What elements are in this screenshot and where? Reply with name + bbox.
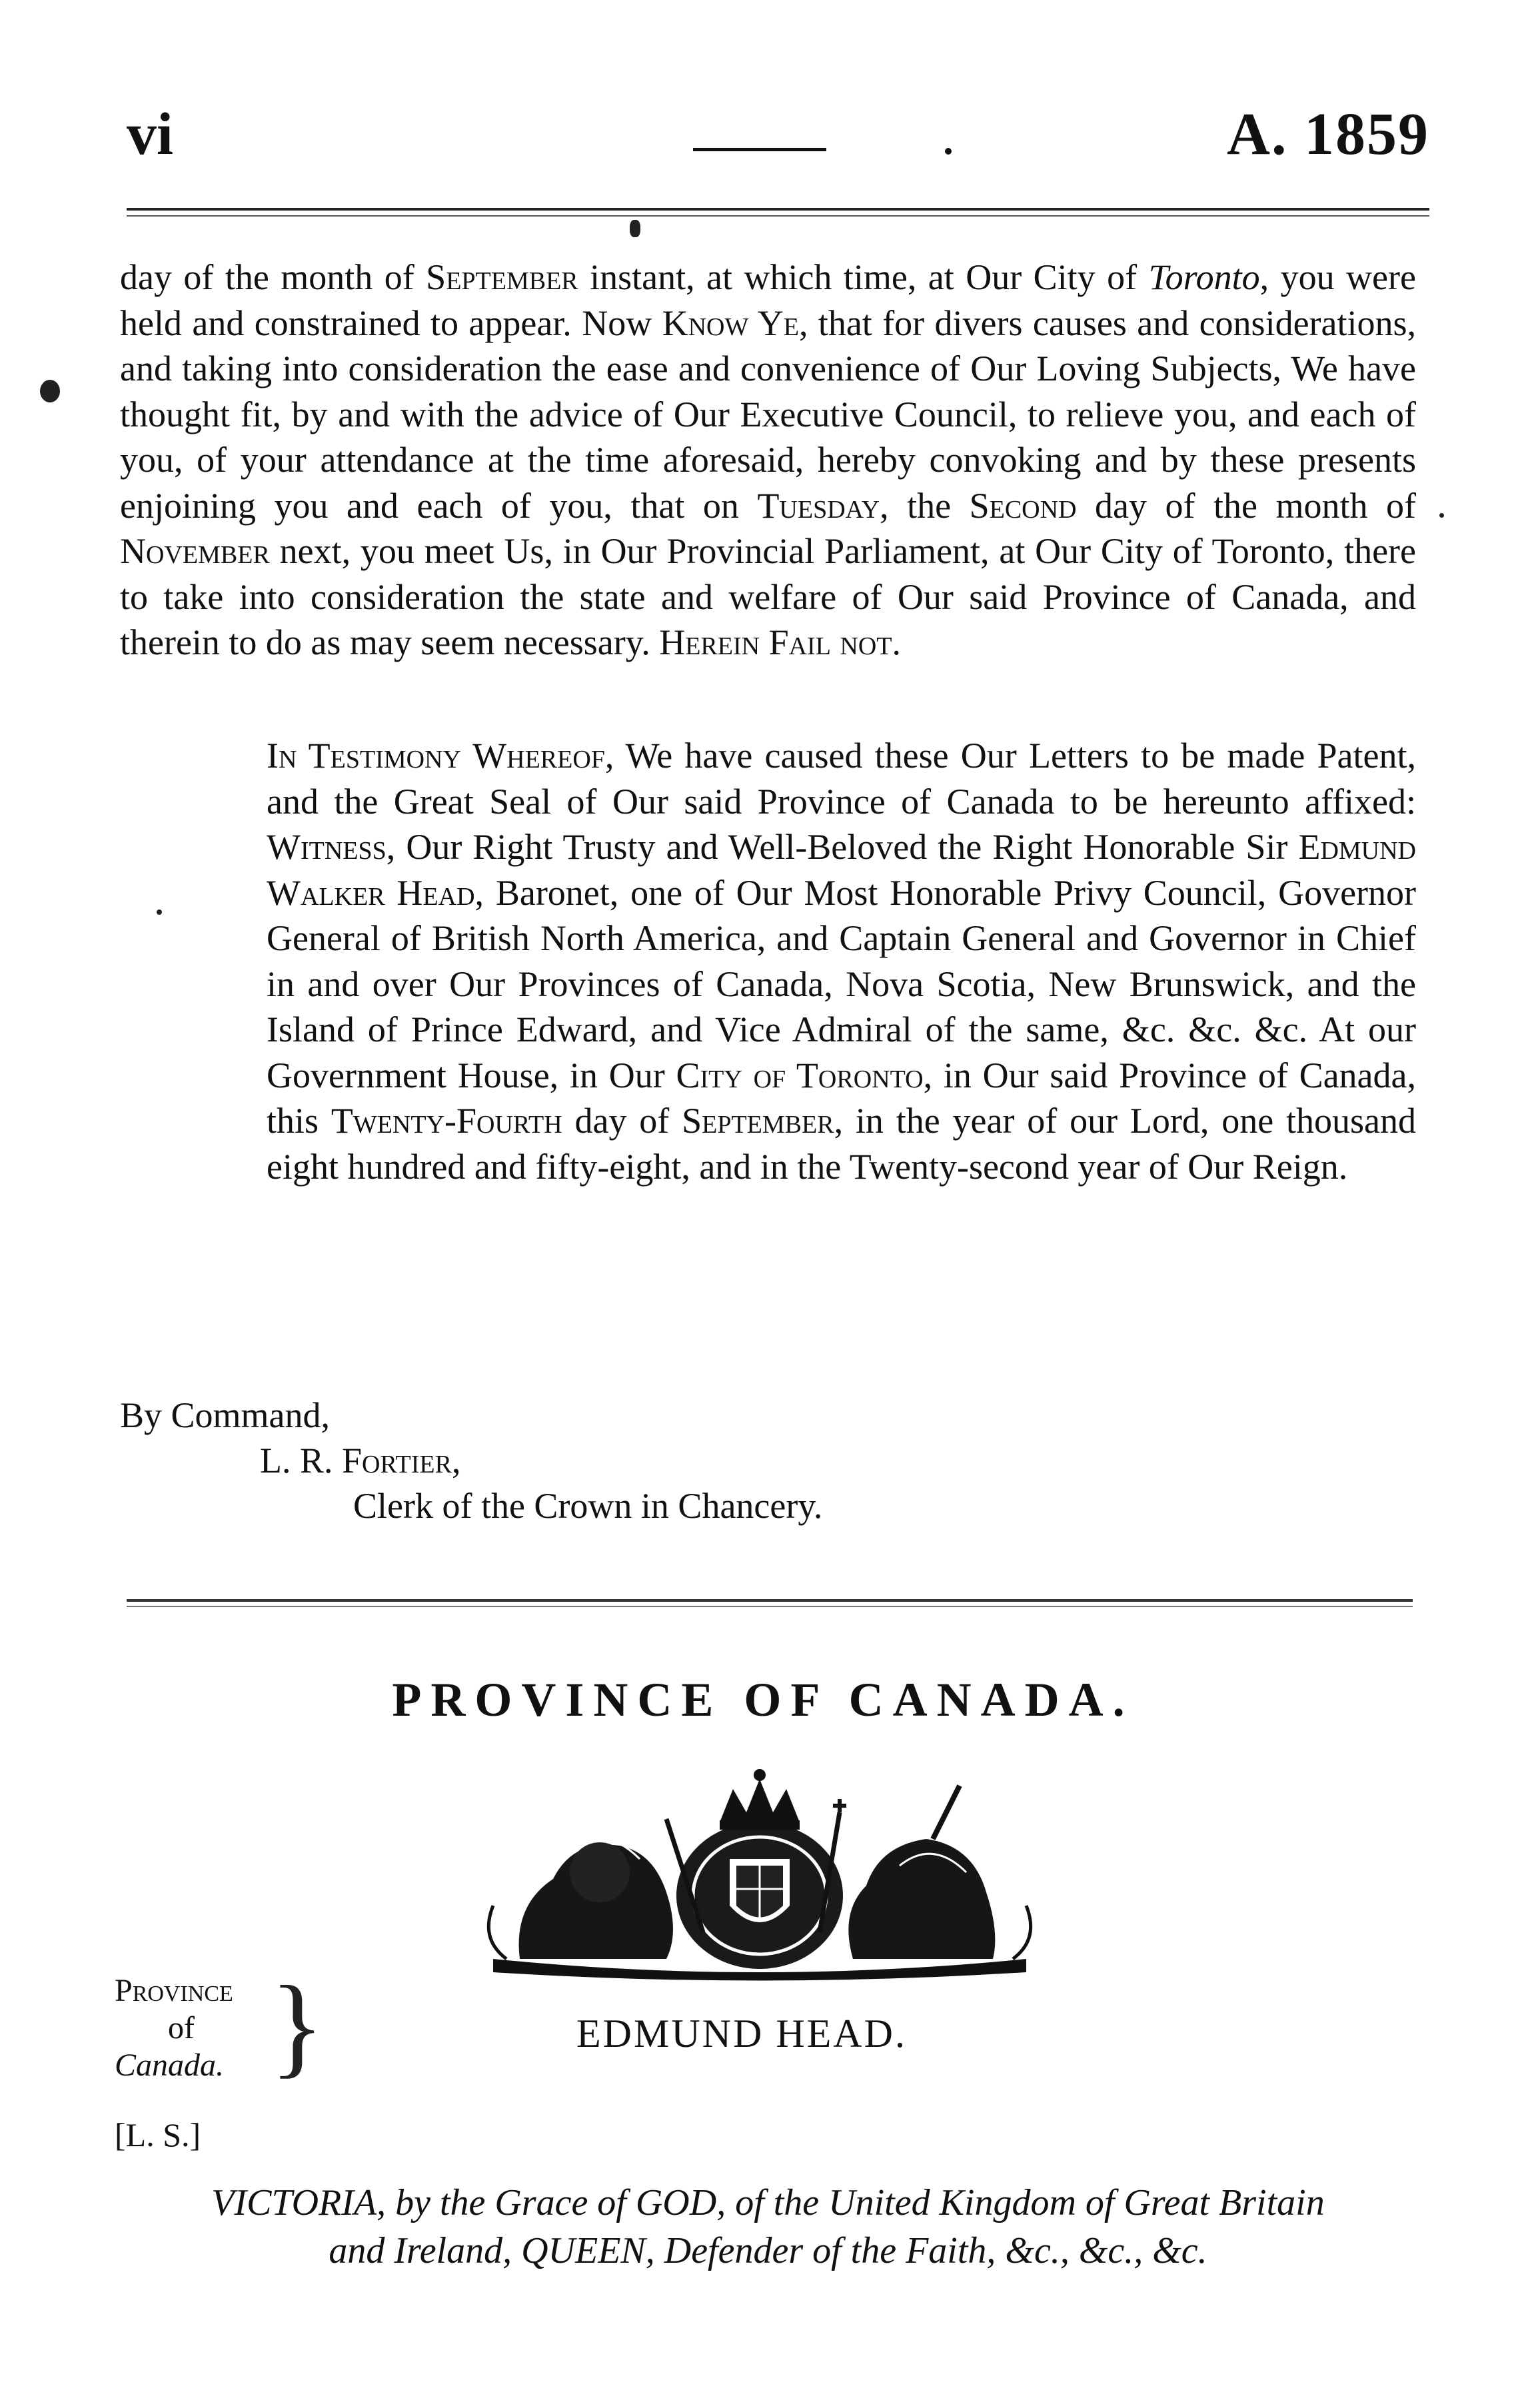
ink-speck (157, 909, 162, 915)
text-run: day of (562, 1101, 682, 1141)
text-run: , We have caused these Our Letters to be made Patent, and the Great Seal of Our said Province of Canada to be hereunto affixed: (267, 736, 1416, 822)
header-rule (127, 208, 1429, 211)
royal-style-line-2: and Ireland, QUEEN, Defender of the Faith, &c., &c., &c. (329, 2230, 1207, 2271)
witness: Witness (267, 827, 386, 867)
month-november: November (120, 531, 270, 571)
city-toronto: Toronto (1148, 257, 1260, 297)
header-dot (945, 148, 952, 155)
herein-fail-not: Herein Fail not. (659, 622, 902, 662)
text-run: next, you meet Us, in Our Provincial Parliament, at Our City of Toronto, there to take into consideration the state and welfare of Our said Province of Canada, and therein to do as may seem necessary. (120, 531, 1416, 662)
body-paragraph (120, 255, 1416, 666)
testimony-text (267, 733, 1416, 1189)
text-run: day of the month of (1076, 485, 1416, 526)
governor-name: EDMUND HEAD. (576, 2012, 907, 2056)
royal-style-line-1: VICTORIA, by the Grace of GOD, of the United Kingdom of Great Britain (211, 2182, 1325, 2223)
ink-speck (1439, 513, 1444, 518)
header-year: A. 1859 (1227, 101, 1429, 167)
testimony-paragraph (120, 733, 1416, 1189)
province-marginal-label (115, 1972, 233, 2084)
proclamation-text (120, 255, 1416, 666)
margin-canada: Canada. (115, 2048, 225, 2083)
twenty-fourth: Twenty-Fourth (331, 1101, 562, 1141)
text-run: , Our Right Trusty and Well-Beloved the Right Honorable Sir (386, 827, 1299, 867)
edmund-walker-head: Edmund Walker Head (267, 827, 1416, 913)
city-of-toronto: City of Toronto (676, 1055, 924, 1095)
day-second: Second (969, 485, 1077, 526)
margin-province: Province (115, 1973, 233, 2008)
royal-style (120, 2179, 1416, 2275)
royal-arms-emblem-icon (466, 1759, 1053, 1986)
text-run: , you were held and constrained to appear. Now (120, 257, 1416, 343)
text-run: , Baronet, one of Our Most Honorable Privy Council, Governor General of British North America, and Captain General and Governor in Chief in and over Our Provinces of Canada, Nova Scotia, New Brunswick, and the Island of Prince Edward, and Vice Admiral of the same, &c. &c. &c. At our Government House, in Our (267, 872, 1417, 1095)
text-run: , that for divers causes and considerations, and taking into consideration the ease and convenience of Our Loving Subjects, We have thought fit, by and with the advice of Our Executive Council, to relieve you, and each of you, of your attendance at the time aforesaid, hereby convoking and by these presents enjoining you and each of you, that on (120, 302, 1417, 526)
ink-blot (40, 380, 60, 402)
section-rule-thin (127, 1606, 1413, 1607)
day-tuesday: Tuesday (757, 485, 880, 526)
page-number: vi (127, 101, 174, 167)
margin-of: of (168, 2010, 195, 2046)
know-ye: Know Ye (662, 302, 799, 343)
month-september: September (682, 1101, 834, 1141)
text-run: , in the year of our Lord, one thousand eight hundred and fifty-eight, and in the Twenty-second year of Our Reign. (267, 1101, 1417, 1187)
month-september: September (426, 257, 578, 297)
text-run: , the (880, 485, 970, 526)
by-command: By Command, (120, 1395, 331, 1435)
header-dash (693, 148, 826, 151)
header-rule-thin (127, 215, 1429, 217)
text-run: instant, at which time, at Our City of (578, 257, 1149, 297)
seal-mark: [L. S.] (115, 2116, 201, 2153)
in-testimony-whereof: In Testimony Whereof (267, 736, 605, 776)
ink-speck (630, 220, 640, 237)
signatory-name: L. R. Fortier, (260, 1441, 461, 1481)
brace-icon: } (270, 1963, 325, 2088)
text-run: day of the month of (120, 257, 426, 297)
section-rule (127, 1599, 1413, 1602)
signatory-title: Clerk of the Crown in Chancery. (353, 1486, 823, 1526)
signature-block (120, 1393, 822, 1528)
text-run: , in Our said Province of Canada, this (267, 1055, 1416, 1141)
section-title: PROVINCE OF CANADA. (392, 1673, 1134, 1726)
